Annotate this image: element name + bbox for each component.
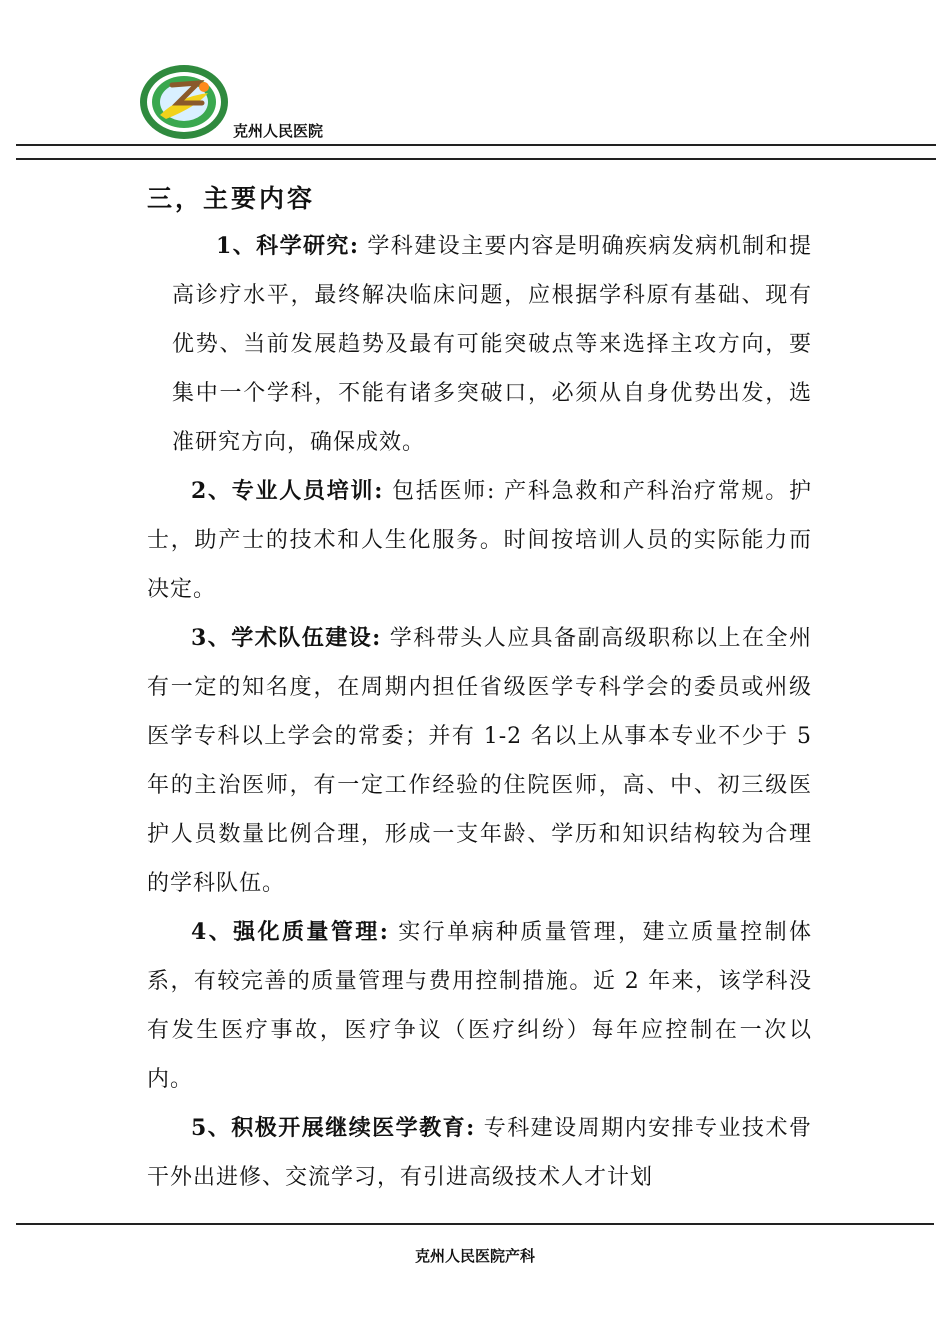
footer-rule bbox=[16, 1223, 934, 1225]
paragraph-lead: 2、专业人员培训: bbox=[191, 478, 384, 504]
paragraph-text: 专科建设周期内安排专业技术骨干外出进修、交流学习，有引进高级技术人才计划 bbox=[147, 1116, 812, 1190]
paragraph-quality bbox=[147, 908, 812, 1104]
paragraph-text: 学科带头人应具备副高级职称以上在全州有一定的知名度，在周期内担任省级医学专科学会的委员或州级医学专科以上学会的常委；并有 1-2 名以上从事本专业不少于 5 年的主治医师，有一定工作经验的住院医师，高、中、初三级医护人员数量比例合理，形成一支年龄、学历和知识结构较为合理的学科队伍。 bbox=[147, 626, 812, 896]
header-rule-top bbox=[16, 144, 936, 146]
hospital-emblem-icon bbox=[138, 63, 230, 141]
hospital-name: 克州人民医院 bbox=[233, 122, 324, 140]
body-content bbox=[147, 222, 812, 1202]
paragraph-research bbox=[147, 222, 812, 467]
section-title: 三，主要内容 bbox=[147, 184, 316, 213]
paragraph-text: 包括医师: 产科急救和产科治疗常规。护士，助产士的技术和人生化服务。时间按培训人员的实际能力而决定。 bbox=[147, 479, 812, 602]
paragraph-text: 实行单病种质量管理，建立质量控制体系，有较完善的质量管理与费用控制措施。近 2 年来，该学科没有发生医疗事故，医疗争议（医疗纠纷）每年应控制在一次以内。 bbox=[147, 920, 812, 1092]
footer-text: 克州人民医院产科 bbox=[414, 1247, 535, 1265]
paragraph-education bbox=[147, 1104, 812, 1202]
paragraph-lead: 4、强化质量管理: bbox=[191, 919, 389, 945]
paragraph-lead: 1、科学研究: bbox=[216, 233, 359, 259]
paragraph-lead: 5、积极开展继续医学教育: bbox=[191, 1115, 476, 1141]
paragraph-text: 学科建设主要内容是明确疾病发病机制和提高诊疗水平，最终解决临床问题，应根据学科原有基础、现有优势、当前发展趋势及最有可能突破点等来选择主攻方向，要集中一个学科，不能有诸多突破口，必须从自身优势出发，选准研究方向，确保成效。 bbox=[172, 234, 812, 455]
paragraph-training bbox=[147, 467, 812, 614]
paragraph-lead: 3、学术队伍建设: bbox=[191, 625, 382, 651]
paragraph-team bbox=[147, 614, 812, 908]
header-rule-bottom bbox=[16, 158, 936, 160]
